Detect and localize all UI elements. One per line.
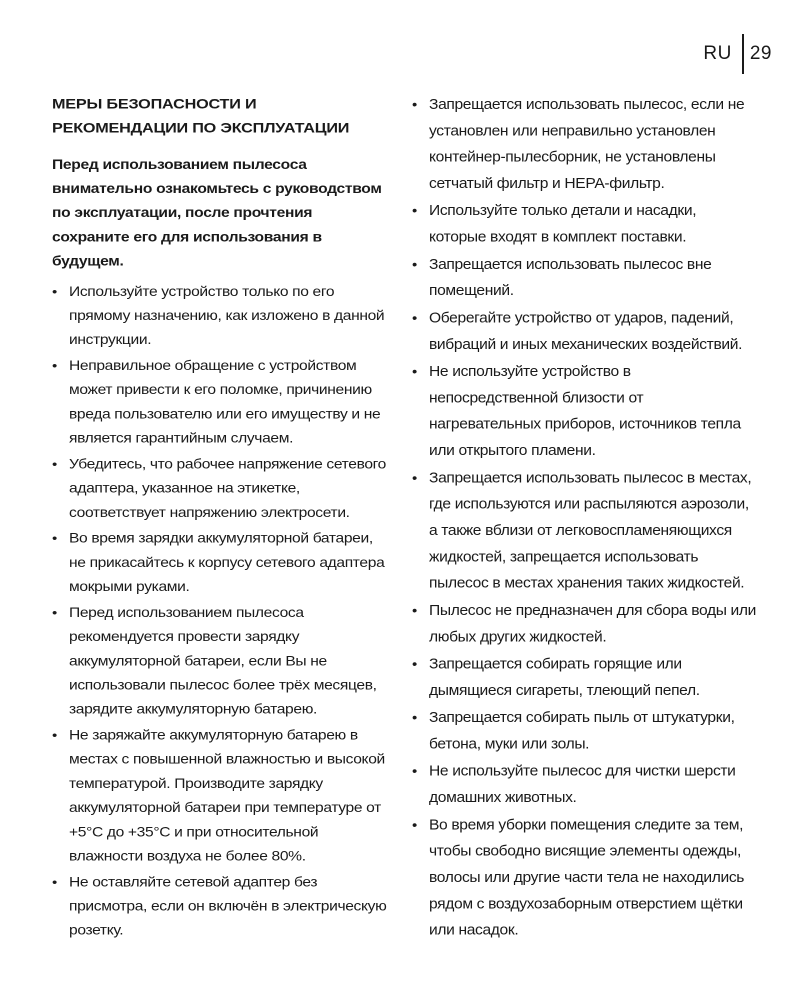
- left-column: [52, 92, 392, 945]
- list-item: • Оберегайте устройство от ударов, падений, вибраций и иных механических воздействий.: [412, 305, 757, 358]
- intro-paragraph: Перед использованием пылесоса внимательно ознакомьтесь с руководством по эксплуатации, после прочтения сохраните его для использования в будущем.: [52, 157, 382, 269]
- page-number: 29: [749, 43, 772, 64]
- right-column: [412, 92, 757, 945]
- right-bullet-list: [412, 92, 757, 944]
- list-item: • Используйте только детали и насадки, которые входят в комплект поставки.: [412, 198, 757, 251]
- section-title: МЕРЫ БЕЗОПАСНОСТИ И РЕКОМЕНДАЦИИ ПО ЭКСПЛУАТАЦИИ: [52, 96, 350, 137]
- page-header: [703, 34, 772, 74]
- language-code: RU: [703, 43, 732, 64]
- list-item: • Пылесос не предназначен для сбора воды или любых других жидкостей.: [412, 598, 757, 651]
- list-item: • Во время зарядки аккумуляторной батареи, не прикасайтесь к корпусу сетевого адаптера мокрыми руками.: [52, 527, 392, 600]
- list-item: • Не оставляйте сетевой адаптер без присмотра, если он включён в электрическую розетку.: [52, 871, 392, 944]
- list-item: • Не используйте устройство в непосредственной близости от нагревательных приборов, источников тепла или открытого пламени.: [412, 359, 757, 464]
- list-item: • Убедитесь, что рабочее напряжение сетевого адаптера, указанное на этикетке, соответствует напряжению электросети.: [52, 453, 392, 526]
- list-item: • Во время уборки помещения следите за тем, чтобы свободно висящие элементы одежды, волосы или другие части тела не находились рядом с воздухозаборным отверстием щётки или насадок.: [412, 812, 757, 944]
- list-item: • Не используйте пылесос для чистки шерсти домашних животных.: [412, 759, 757, 812]
- list-item: • Запрещается собирать горящие или дымящиеся сигареты, тлеющий пепел.: [412, 652, 757, 705]
- list-item: • Запрещается использовать пылесос, если не установлен или неправильно установлен контейнер-пылесборник, не установлены сетчатый фильтр и НЕРА-фильтр.: [412, 92, 757, 197]
- left-bullet-list: [52, 280, 392, 943]
- list-item: • Запрещается использовать пылесос в местах, где используются или распыляются аэрозоли, а также вблизи от легковоспламеняющихся жидкостей, запрещается использовать пылесос в местах хранения таких жидкостей.: [412, 465, 757, 597]
- list-item: • Используйте устройство только по его прямому назначению, как изложено в данной инструкции.: [52, 280, 392, 353]
- list-item: • Не заряжайте аккумуляторную батарею в местах с повышенной влажностью и высокой температурой. Производите зарядку аккумуляторной батареи при температуре от +5°С до +35°С и при относительной влажности воздуха не более 80%.: [52, 724, 392, 869]
- list-item: • Запрещается использовать пылесос вне помещений.: [412, 252, 757, 305]
- list-item: • Неправильное обращение с устройством может привести к его поломке, причинению вреда пользователю или его имуществу и не является гарантийным случаем.: [52, 354, 392, 451]
- list-item: • Перед использованием пылесоса рекомендуется провести зарядку аккумуляторной батареи, если Вы не использовали пылесос более трёх месяцев, зарядите аккумуляторную батарею.: [52, 601, 392, 722]
- list-item: • Запрещается собирать пыль от штукатурки, бетона, муки или золы.: [412, 705, 757, 758]
